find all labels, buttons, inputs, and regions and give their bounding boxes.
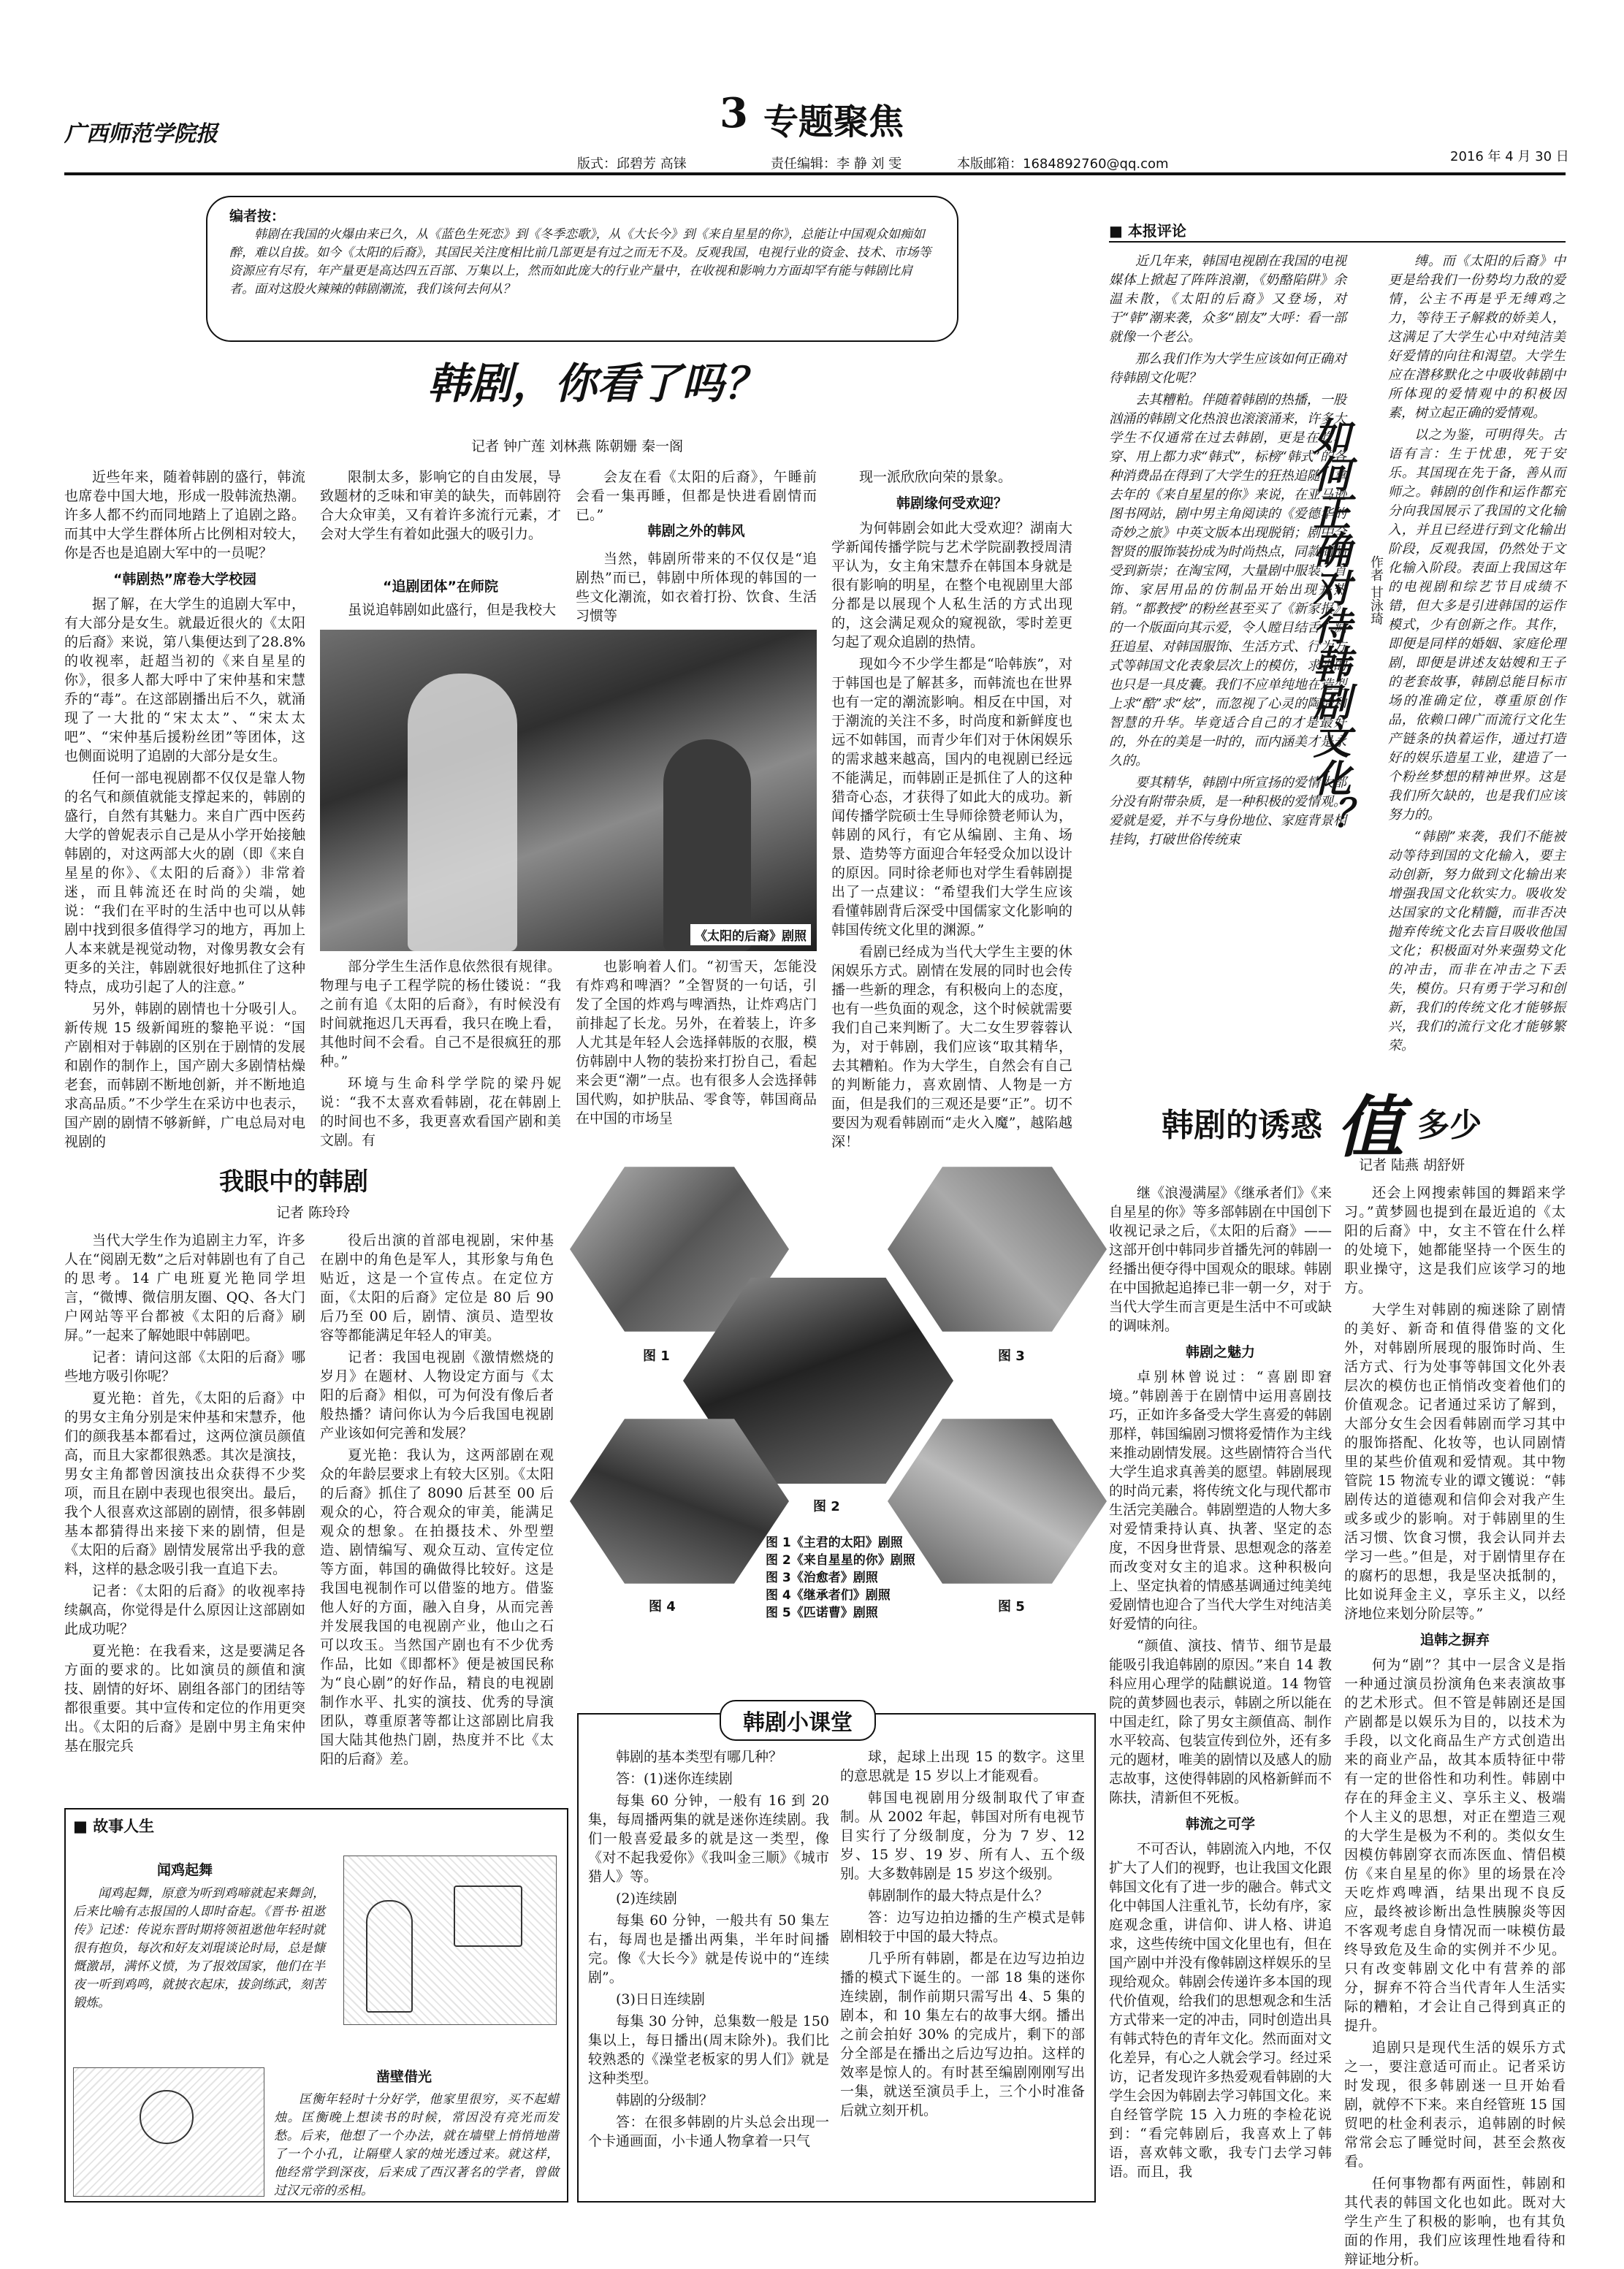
- paragraph: 据了解，在大学生的追剧大军中，有大部分是女生。就最近很火的《太阳的后裔》来说，第八集便达到了28.8%的收视率，赶超当初的《来自星星的你》，很多人都大呼中了宋仲基和宋慧乔的“毒”。在这部剧播出后不久，就涌现了一大批的“宋太太”、“宋太太吧”、“宋仲基后援粉丝团”等团体，这也侧面说明了追剧的大部分是女生。: [64, 596, 305, 764]
- review-label-rule: [1109, 241, 1566, 243]
- paragraph: 继《浪漫满屋》《继承者们》《来自星星的你》等多部韩剧在中国创下收视记录之后，《太阳的后裔》——这部开创中韩同步首播先河的韩剧一经播出便夺得中国观众的眼球。韩剧在中国掀起追捧已非一朝一夕，对于当代大学生而言更是生活中不可或缺的调味剂。: [1109, 1185, 1332, 1334]
- story-text-1: [73, 1885, 325, 2053]
- collage-caption: 图 2《来自星星的你》剧照: [766, 1553, 915, 1568]
- paragraph: 夏光艳：我认为，这两部剧在观众的年龄层要求上有较大区别。《太阳的后裔》抓住了 8090 后甚至 00 后观众的心，符合观众的审美，能满足观众的想象。在拍摄技术、外型塑造、剧情编写、观众互动、宣传定位等方面，韩国的确做得比较好。这是我国电视制作可以借鉴的地方。借鉴他人好的方面，融入自身，从而完善并发展我国的电视剧产业，他山之石可以攻玉。当然国产剧也有不少优秀作品，比如《即都杯》便是被国民称为“良心剧”的好作品，精良的电视剧制作水平、扎实的演技、优秀的导演团队，尊重原著等都让这部剧比肩我国大陆其他热门剧，热度并不比《太阳的后裔》差。: [320, 1447, 554, 1767]
- editor-note-box: [206, 196, 958, 342]
- review-col-2: [1388, 252, 1566, 1078]
- paragraph: 任何事物都有两面性，韩剧和其代表的韩国文化也如此。既对大学生产生了积极的影响，也有其负面的作用，我们应该理性地看待和辩证地分析。: [1344, 2175, 1566, 2268]
- collage-photo-5: [888, 1414, 1107, 1589]
- collage-caption: 图 4《继承者们》剧照: [766, 1588, 891, 1603]
- subheading-why-popular: 韩剧缘何受欢迎？: [896, 495, 1007, 511]
- paragraph: 限制太多，影响它的自由发展，导致题材的乏味和审美的缺失，而韩剧符合大众审美，又有着许多流行元素，才会对大学生有着如此强大的吸引力。: [320, 469, 561, 542]
- paragraph: 韩国电视剧用分级制取代了审查制。从 2002 年起，韩国对所有电视节目实行了分级制度，分为 7 岁、12 岁、15 岁、19 岁、所有人、五个级别。大多数韩剧是 15 岁这个级别。: [840, 1790, 1085, 1882]
- paragraph: 近些年来，随着韩剧的盛行，韩流也席卷中国大地，形成一股韩流热潮。许多人都不约而同地踏上了追剧之路。而其中大学生群体所占比例相对较大，你是否也是追剧大军中的一员呢？: [64, 469, 305, 561]
- paragraph: “韩剧”来袭，我们不能被动等待到国的文化输入，要主动创新，努力做到文化输出来增强我国文化软实力。吸收发达国家的文化精髓，而非否决抛弃传统文化去盲目吸收他国文化；积极面对外来强势文化的冲击，而非在冲击之下丢失，模仿。只有勇于学习和创新，我们的传统文化才能够振兴，我们的流行文化才能够繁荣。: [1388, 829, 1566, 1053]
- paragraph: 夏光艳：首先，《太阳的后裔》中的男女主角分别是宋仲基和宋慧乔，他们的颜我基本都看过，这两位演员颜值高，而且大家都很熟悉。其次是演技，男女主角都曾因演技出众获得不少奖项，而且在剧中表现也很突出。最后，我个人很喜欢这部剧的剧情，很多韩剧基本都猜得出来接下来的剧情，但是《太阳的后裔》剧情发展常出乎我的意料，这样的悬念吸引我一直追下去。: [64, 1390, 305, 1577]
- collage-label-4: 图 4: [649, 1599, 676, 1614]
- newspaper-logo: 广西师范学院报: [64, 121, 218, 147]
- subheading-charm: 韩剧之魅力: [1185, 1344, 1255, 1360]
- review-title: 如何正确对待韩剧文化？: [1306, 416, 1350, 834]
- main-byline: 记者 钟广莲 刘林燕 陈朝姗 秦一阁: [471, 438, 684, 454]
- paragraph: 记者：《太阳的后裔》的收视率持续飙高，你觉得是什么原因让这部剧如此成功呢？: [64, 1583, 305, 1637]
- responsible-editors: 责任编辑：李 静 刘 雯: [771, 156, 902, 172]
- paragraph: 看剧已经成为当代大学生主要的休闲娱乐方式。剧情在发展的同时也会传播一些新的理念，有积极向上的态度，也有一些负面的观念，这个时候就需要我们自己来判断了。大二女生罗蓉蓉认为，对于韩剧，我们应该“取其精华，去其糟粕。作为大学生，自然会有自己的判断能力，喜欢剧情、人物是一方面，但是我们的三观还是要“正”。切不要因为观看韩剧而“走火入魔”，越陷越深！: [831, 944, 1072, 1150]
- main-col-3-top: [576, 468, 817, 523]
- collage-caption: 图 1《主君的太阳》剧照: [766, 1536, 903, 1550]
- story-illustration-2: [73, 2067, 264, 2197]
- subheading-korean-wind: 韩剧之外的韩风: [647, 523, 745, 539]
- paragraph: 每集 60 分钟，一般有 16 到 20 集，每周播两集的就是迷你连续剧。我们一般喜爱最多的就是这一类型，像《对不起我爱你》《我叫金三顺》《城市猎人》等。: [588, 1793, 829, 1885]
- paragraph: 每集 30 分钟，总集数一般是 150 集以上，每日播出(周末除外)。我们比较熟悉的《澡堂老板家的男人们》就是这种类型。: [588, 2013, 829, 2086]
- paragraph: 当然，韩剧所带来的不仅仅是“追剧热”而已，韩剧中所体现的韩国的一些文化潮流，如衣着打扮、饮食、生活习惯等: [576, 551, 817, 624]
- paragraph: 环境与生命科学学院的梁丹妮说：“我不太喜欢看韩剧，花在韩剧上的时间也不多，我更喜欢看国产剧和美文剧。有: [320, 1075, 561, 1148]
- collage-label-2: 图 2: [813, 1499, 840, 1514]
- review-label-text: 本报评论: [1127, 222, 1186, 240]
- paragraph: 任何一部电视剧都不仅仅是靠人物的名气和颜值就能支撑起来的，韩剧的盛行，自然有其魅力。来自广西中医药大学的曾妮表示自己是从小学开始接触韩剧的，对这两部大火的剧（即《来自星星的你》、《太阳的后裔》）非常着迷，而且韩流还在时尚的尖端，她说：“我们在平时的生活中也可以从韩剧中找到很多值得学习的地方，再加上人本来就是视觉动物，对像男教女会有更多的关注，韩剧就很好地抓住了这种特点，成功引起了人的注意。”: [64, 770, 305, 995]
- collage-caption: 图 5《匹诺曹》剧照: [766, 1606, 878, 1620]
- story-label-text: 故事人生: [93, 1818, 155, 1835]
- section-title: 专题聚焦: [763, 102, 904, 142]
- paragraph: 闻鸡起舞，原意为听到鸡啼就起来舞剑，后来比喻有志报国的人即时奋起。《晋书·祖逖传》记述：传说东晋时期将领祖逖他年轻时就很有抱负，每次和好友刘琨谈论时局，总是慷慨激昂，满怀义愤，为了报效国家，他们在半夜一听到鸡鸣，就披衣起床，拔剑练武，刻苦锻炼。: [73, 1886, 325, 2010]
- paragraph: 记者：请问这部《太阳的后裔》哪些地方吸引你呢？: [64, 1349, 305, 1384]
- my-view-col-2: [320, 1231, 554, 1793]
- editor-note-label: 编者按：: [229, 208, 286, 224]
- square-bullet-icon: ■: [1109, 222, 1128, 240]
- paragraph: 答：边写边拍边播的生产模式是韩剧相较于中国的最大特点。: [840, 1910, 1085, 1945]
- classroom-question: 韩剧的基本类型有哪几种？: [616, 1749, 783, 1765]
- story-illustration-1: [343, 1856, 557, 2025]
- temptation-byline: 记者 陆燕 胡舒妍: [1359, 1157, 1465, 1173]
- paragraph: 球，起球上出现 15 的数字。这里的意思就是 15 岁以上才能观看。: [840, 1749, 1085, 1784]
- story-section-label: [73, 1815, 154, 1837]
- main-col-3-text: [576, 549, 817, 630]
- review-author: 作者 甘泳琦: [1368, 555, 1384, 625]
- paragraph: 缚。而《太阳的后裔》中更是给我们一份势均力敌的爱情，公主不再是乎无缚鸡之力，等待王子解救的娇美人，这满足了大学生心中对纯洁美好爱情的向往和渴望。大学生应在潜移默化之中吸收韩剧中所体现的爱情观中的积极因素，树立起正确的爱情观。: [1388, 253, 1566, 421]
- paragraph: (2)连续剧: [616, 1891, 677, 1907]
- paragraph: 不可否认，韩剧流入内地，不仅扩大了人们的视野，也让我国文化跟韩国文化有了进一步的融合。韩式文化中韩国人注重礼节，长幼有序，家庭观念重，讲信仰、讲人格、讲追求，这些传统中国文化里也有，但在国产剧中并没有像韩剧这样娱乐的呈现给观众。韩剧会传递许多本国的现代价值观，给我们的思想观念和生活方式带来一定的冲击，同时创造出具有韩式特色的青年文化。然而面对文化差异，有心之人就会学习。经过采访，记者发现许多热爱观看韩剧的大学生会因为韩剧去学习韩国文化。来自经管学院 15 入力班的李检花说到：“看完韩剧后，我喜欢上了韩语，喜欢韩文歌，我专门去学习韩语。而且，我: [1109, 1841, 1332, 2180]
- paragraph: 也影响着人们。“初雪天，怎能没有炸鸡和啤酒？”全智贤的一句话，引发了全国的炸鸡与啤酒热，让炸鸡店门前排起了长龙。另外，在着装上，许多人尤其是年轻人会选择韩版的衣服，模仿韩剧中人物的装扮来打扮自己，看起来会更“潮”一点。也有很多人会选择韩国代购，如护肤品、零食等，韩国商品在中国的市场呈: [576, 958, 817, 1126]
- main-col-1: [64, 468, 305, 1150]
- temptation-col-1: [1109, 1183, 1332, 2195]
- temptation-col-2: [1344, 1183, 1566, 2268]
- headline-part-1: 韩剧的诱惑: [1162, 1107, 1322, 1144]
- subheading-learnable: 韩流之可学: [1185, 1816, 1255, 1832]
- main-col-2-top: [320, 468, 561, 570]
- headline-part-2: 值: [1336, 1088, 1404, 1167]
- paragraph: 卓别林曾说过：“喜剧即窘境。”韩剧善于在剧情中运用喜剧技巧，正如许多备受大学生喜爱的韩剧那样，韩国编剧习惯将爱情作为主线来推动剧情发展。这些剧情符合当代大学生追求真善美的愿望。韩剧展现的时尚元素，将传统文化与现代都市生活完美融合。韩剧塑造的人物大多对爱情秉持认真、执著、坚定的态度，不因身世背景、思想观念的落差而改变对女主的追求。这种积极向上、坚定执着的情感基调通过纯美纯爱剧情也迎合了当代大学生对纯洁美好爱情的向往。: [1109, 1369, 1332, 1632]
- paragraph: 何为“剧”？其中一层含义是指一种通过演员扮演角色来表演故事的艺术形式。但不管是韩剧还是国产剧都是以娱乐为目的，以技术为手段，以文化商品生产方式创造出来的商业产品，故其本质特征中带有一定的世俗性和功利性。韩剧中存在的拜金主义、享乐主义、极端个人主义的思想，对正在塑造三观的大学生是极为不利的。类似女生因模仿韩剧穿衣而冻医血、情侣模仿《来自星星的你》里的场景在冷天吃炸鸡啤酒，结果出现不良反应，最终被诊断出急性胰腺炎等因不客观考虑自身情况而一味模仿最终导致危及生命的实例并不少见。只有改变韩剧文化中有营养的部分，摒弃不符合当代青年人生活实际的糟粕，才会让自己得到真正的提升。: [1344, 1657, 1566, 2034]
- paragraph: 部分学生生活作息依然很有规律。物理与电子工程学院的杨仕镂说：“我之前有追《太阳的后裔》，有时候没有时间就拖迟几天再看，我只在晚上看，其他时间不会看。自己不是很疯狂的那种。”: [320, 958, 561, 1069]
- subheading: “韩剧热”席卷大学校园: [113, 571, 256, 587]
- editor-note-text: 韩剧在我国的火爆由来已久，从《蓝色生死恋》到《冬季恋歌》，从《大长今》到《来自星星的你》，总能让中国观众如痴如醉，难以自拔。如今《太阳的后裔》，其国民关注度相比前几部更是有过之而无不及。反观我国，电视行业的资金、技术、市场等资源应有尽有，年产量更是高达四五百部、万集以上，然而如此庞大的行业产量中，在收视和影响力方面却罕有能与韩剧比肩者。面对这股火辣辣的韩剧潮流，我们该何去何从？: [229, 227, 931, 297]
- collage-captions: [766, 1534, 915, 1622]
- paragraph: 现如今不少学生都是“哈韩族”，对于韩国也是了解甚多，而韩流也在世界也有一定的潮流影响。相反在中国，对于潮流的关注不多，时尚度和新鲜度也远不如韩国，而青少年们对于休闲娱乐的需求越来越高，国内的电视剧已经远不能满足，而韩剧正是抓住了人的这种猎奇心态，才获得了如此大的成功。新闻传播学院硕士生导师徐赞老师认为，韩剧的风行，有它从编剧、主角、场景、造势等方面迎合年轻受众加以设计的原因。同时徐老师也对学生看韩剧提出了一点建议：“希望我们大学生应该看懂韩剧背后深受中国儒家文化影响的韩国传统文化里的渊源。”: [831, 656, 1072, 938]
- square-bullet-icon: ■: [73, 1818, 94, 1835]
- collage-label-5: 图 5: [998, 1599, 1025, 1614]
- story-text-2: [274, 2091, 559, 2200]
- paragraph: 近几年来，韩国电视剧在我国的电视媒体上掀起了阵阵浪潮，《奶酪陷阱》余温未散，《太阳的后裔》又登场，对于“韩”潮来袭，众多“剧友”大呼：看一部就像一个老公。: [1109, 253, 1346, 345]
- paragraph: 答：(1)迷你连续剧: [616, 1771, 733, 1787]
- issue-date: 2016 年 4 月 30 日: [1450, 149, 1569, 164]
- paragraph: 每集 60 分钟，一般共有 50 集左右，每周也是播出两集，半年时间播完。像《大长今》就是传说中的“连续剧”。: [588, 1913, 829, 1986]
- paragraph: 答：在很多韩剧的片头总会出现一个卡通画面，小卡通人物拿着一只气: [588, 2114, 829, 2149]
- page-email: 本版邮箱：1684892760@qq.com: [957, 156, 1169, 172]
- paragraph: “颜值、演技、情节、细节是最能吸引我追韩剧的原因。”来自 14 教科应用心理学的陆麒说道。14 物管院的黄梦圆也表示，韩剧之所以能在中国走红，除了男女主颜值高、制作水平较高、包装宣传到位外，还有多元的题材，唯美的剧情以及感人的励志故事，这使得韩剧的风格新鲜而不陈扶，清新但不死板。: [1109, 1638, 1332, 1806]
- paragraph: 当代大学生作为追剧主力军，许多人在“阅剧无数”之后对韩剧也有了自己的思考。14 广电班夏光艳同学坦言，“微博、微信朋友圈、QQ、各大门户网站等平台都被《太阳的后裔》刷屏。”一起来了解她眼中韩剧吧。: [64, 1232, 305, 1343]
- paragraph: 虽说追韩剧如此盛行，但是我校大: [348, 602, 557, 618]
- paragraph: 为何韩剧会如此大受欢迎？湖南大学新闻传播学院与艺术学院副教授周清平认为，女主角宋慧乔在韩国本身就是很有影响的明星，在整个电视剧里大部分都是以展现个人私生活的方式出现的，这会满足观众的窥视欲，零时差更匀起了观众追剧的热情。: [831, 520, 1072, 650]
- paragraph: (3)日日连续剧: [616, 1991, 705, 2007]
- descendants-of-the-sun-photo: [320, 630, 817, 951]
- headline-part-3: 多少: [1417, 1107, 1482, 1144]
- classroom-question: 韩剧的分级制？: [616, 2092, 714, 2108]
- classroom-question: 韩剧制作的最大特点是什么？: [868, 1888, 1049, 1904]
- paragraph: 要其精华，韩剧中所宣扬的爱情大都分没有附带杂质，是一种积极的爱情观。爱就是爱，并不与身份地位、家庭背景相挂钩，打破世俗传统束: [1109, 775, 1346, 847]
- classroom-title: 韩剧小课堂: [720, 1700, 876, 1741]
- paragraph: 记者：我国电视剧《激情燃烧的岁月》在题材、人物设定方面与《太阳的后裔》相似，可为何没有像后者般热播？请问你认为今后我国电视剧产业该如何完善和发展？: [320, 1349, 554, 1441]
- my-view-col-1: [64, 1231, 305, 1793]
- my-view-byline: 记者 陈玲玲: [276, 1205, 351, 1221]
- masthead-rule: [64, 172, 1566, 175]
- main-col-2-bottom: [320, 957, 561, 1148]
- paragraph: 那么我们作为大学生应该如何正确对待韩剧文化呢？: [1109, 351, 1346, 386]
- main-col-3-bottom: [576, 957, 817, 1132]
- subheading-discard: 追韩之摒弃: [1419, 1632, 1490, 1648]
- paragraph: 另外，韩剧的剧情也十分吸引人。新传规 15 级新闻班的黎艳平说：“国产剧相对于韩剧的区别在于剧情的发展和剧作的制作上，国产剧大多剧情枯燥老套，而韩剧不断地创新，并不断地追求高品质。”不少学生在采访中也表示，国产剧的剧情不够新鲜，广电总局对电视剧的: [64, 1001, 305, 1150]
- main-col-2-after: [320, 600, 561, 622]
- paragraph: 几乎所有韩剧，都是在边写边拍边播的模式下诞生的。一部 18 集的迷你连续剧，制作前期只需写出 4、5 集的剧本，和 10 集左右的故事大纲。播出之前会拍好 30% 的完成片，剩下的部分全部是在播出之后边写边拍。这样的效率是惊人的。有时甚至编剧刚刚写出一集，就送至演员手上，三个小时准备后就立刻开机。: [840, 1950, 1085, 2119]
- paragraph: 大学生对韩剧的痴迷除了剧情的美好、新奇和值得借鉴的文化外，对韩剧所展现的服饰时尚、生活方式、行为处事等韩国文化外表层次的模仿也正悄悄改变着他们的价值观念。记者通过采访了解到，大部分女生会因看韩剧而学习其中的服饰搭配、化妆等，也认同剧情里的某些价值观和爱情观。其中物管院 15 物流专业的谭文镬说：“韩剧传达的道德观和信仰会对我产生或多或少的影响。对于韩剧里的生活习惯、饮食习惯，我会认同并去学习一些。”但是，对于剧情里存在的腐朽的思想，我是坚决抵制的，比如说拜金主义，享乐主义，以经济地位来划分阶层等。”: [1344, 1302, 1566, 1622]
- collage-caption: 图 3《治愈者》剧照: [766, 1571, 878, 1585]
- paragraph: 会友在看《太阳的后裔》，午睡前会看一集再睡，但都是快进看剧情而已。”: [576, 469, 817, 523]
- review-section-label: [1109, 219, 1186, 240]
- photo-caption: 《太阳的后裔》剧照: [690, 924, 811, 945]
- paragraph: 还会上网搜索韩国的舞蹈来学习。”黄梦圆也提到在最近追的《太阳的后裔》中，女主不管在什么样的处境下，她都能坚持一个医生的职业操守，这是我们应该学习的地方。: [1344, 1185, 1566, 1296]
- paragraph: 去其糟粕。伴随着韩剧的热播，一股汹涌的韩剧文化热浪也滚滚涌来，许多大学生不仅通常在过去韩剧，更是在吃、穿、用上都力求“韩式”，标榜“韩式”的各种消费品在得到了大学生的狂热追随。拿去年的《来自星星的你》来说，在亚马逊图书网站，剧中男主角阅读的《爱德华的奇妙之旅》中英文版本出现脱销；剧中全智贤的服饰装扮成为时尚热点，同款商品受到新崇；在淘宝网，大量剧中服装、首饰、家居用品的仿制品开始出现并热销。“都教授”的粉丝甚至买了《新家报》的一个版面向其示爱，令人瞠目结舌；疯狂追星、对韩国服饰、生活方式、行为方式等韩国文化表象层次上的模仿，求来的也只是一具皮囊。我们不应单纯地在造型上求“酷”求“炫”，而忽视了心灵的陶冶和智慧的升华。毕竟适合自己的才是最好的，外在的美是一时的，而内涵美才是永久的。: [1109, 392, 1346, 769]
- page-number: 3: [720, 89, 748, 137]
- paragraph: 役后出演的首部电视剧，宋仲基在剧中的角色是军人，其形象与角色贴近，这是一个宣传点。在定位方面，《太阳的后裔》定位是 80 后 90 后乃至 00 后，剧情、演员、造型妆容等都能满足年轻人的审美。: [320, 1232, 554, 1343]
- paragraph: 现一派欣欣向荣的景象。: [859, 469, 1013, 485]
- paragraph: 匡衡年轻时十分好学，他家里很穷，买不起蜡烛。匡衡晚上想读书的时候，常因没有亮光而发愁。后来，他想了一个办法，就在墙壁上悄悄地凿了一个小孔，让隔壁人家的烛光透过来。就这样，他经常学到深夜，后来成了西汉著名的学者，曾做过汉元帝的丞相。: [274, 2092, 559, 2198]
- my-view-headline: 我眼中的韩剧: [219, 1167, 368, 1197]
- main-headline: 韩剧，你看了吗？: [427, 359, 767, 408]
- subheading-fans: “追剧团体”在师院: [383, 579, 498, 595]
- paragraph: 夏光艳：在我看来，这是要满足各方面的要求的。比如演员的颜值和演技、剧情的好坏、剧组各部门的团结等都很重要。其中宣传和定位的作用更突出。《太阳的后裔》是剧中男主角宋仲基在服完兵: [64, 1643, 305, 1754]
- collage-label-3: 图 3: [998, 1349, 1025, 1364]
- main-col-4: [831, 468, 1072, 1150]
- classroom-col-2: [840, 1747, 1085, 2197]
- classroom-col-1: [588, 1747, 829, 2197]
- collage-label-1: 图 1: [643, 1349, 670, 1364]
- story-title-1: 闻鸡起舞: [157, 1862, 213, 1878]
- story-title-2: 凿壁借光: [376, 2069, 432, 2085]
- paragraph: 追剧只是现代生活的娱乐方式之一，要注意适可而止。记者采访时发现，很多韩剧迷一旦开始看剧，就停不下来。来自经管班 15 国贸吧的杜金利表示，追韩剧的时候常常会忘了睡觉时间，甚至会熬夜看。: [1344, 2040, 1566, 2170]
- paragraph: 以之为鉴，可明得失。古语有言：生于忧患，死于安乐。其国现在先于备，善从而师之。韩剧的创作和运作都充分向我国展示了我国的文化输入，并且已经进行到文化输出阶段，反观我国，仍然处于文化输入阶段。表面上我国这年的电视剧和综艺节目成绩不错，但大多是引进韩国的运作模式，少有创新之作。其作，即便是同样的婚姻、家庭伦理剧，即便是讲述友姑嫂和王子的老套故事，韩剧总能目标市场的准确定位，尊重原创作品，依赖口碑广而流行文化生产链条的执着运作，通过打造好的娱乐造星工业，建造了一个粉丝梦想的精神世界。这是我们所欠缺的，也是我们应该努力的。: [1388, 427, 1566, 823]
- layout-editor: 版式：邱碧芳 高铼: [577, 156, 687, 172]
- collage-photo-3: [888, 1162, 1107, 1337]
